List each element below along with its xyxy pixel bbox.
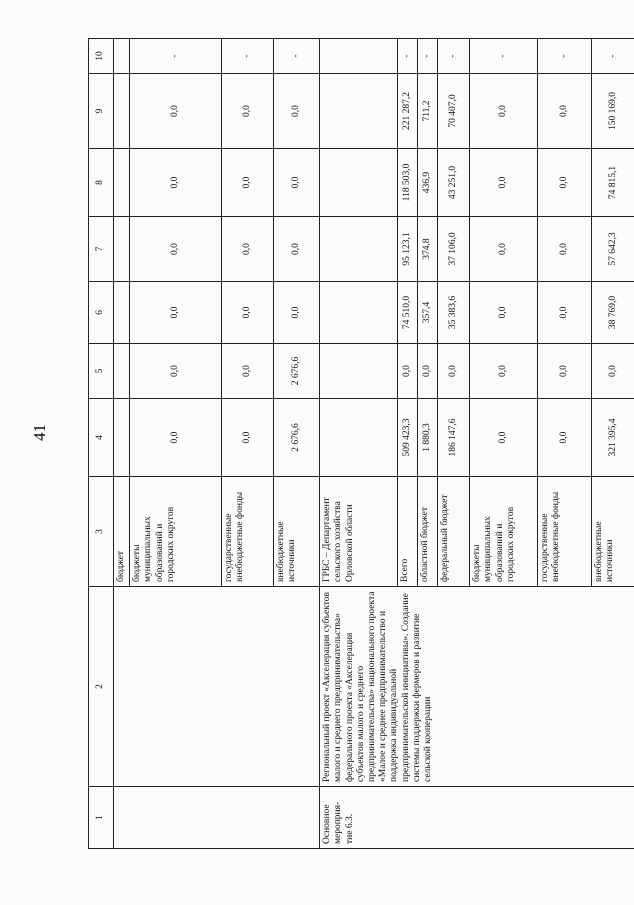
empty-cell — [320, 74, 398, 149]
activity-number-cell: Основное мероприя-тие 6.3. — [320, 787, 634, 849]
funding-source-cell: Всего — [398, 477, 418, 587]
value-cell: 0,0 — [222, 74, 274, 149]
empty-cell — [320, 39, 398, 74]
value-cell: 43 251,0 — [438, 149, 470, 217]
value-cell: 0,0 — [274, 282, 320, 344]
budget-table — [88, 38, 634, 849]
value-cell: 0,0 — [470, 149, 538, 217]
value-cell: 0,0 — [130, 149, 222, 217]
value-cell: 0,0 — [538, 217, 592, 282]
col1-cell — [114, 787, 320, 849]
value-cell: 0,0 — [274, 74, 320, 149]
header-cell: 9 — [89, 74, 114, 149]
empty-cell — [320, 282, 398, 344]
empty-cell — [320, 344, 398, 399]
value-cell: 95 123,1 — [398, 217, 418, 282]
value-cell: - — [470, 39, 538, 74]
value-cell: 0,0 — [222, 399, 274, 477]
value-cell: - — [438, 39, 470, 74]
value-cell: 0,0 — [130, 217, 222, 282]
value-cell: 0,0 — [222, 344, 274, 399]
value-cell: 37 106,0 — [438, 217, 470, 282]
value-cell: - — [538, 39, 592, 74]
value-cell: 1 880,3 — [418, 399, 438, 477]
value-cell — [114, 399, 130, 477]
funding-source-cell: государственные внебюджетные фонды — [538, 477, 592, 587]
value-cell: 0,0 — [130, 344, 222, 399]
value-cell: - — [274, 39, 320, 74]
value-cell: 0,0 — [538, 74, 592, 149]
value-cell: 35 383,6 — [438, 282, 470, 344]
activity-name-cell: Региональный проект «Акселерация субъектов малого и среднего предпринимательства» федерального проекта «Акселерация субъектов малого и среднего предпринимательства» национального проекта «Малое и среднее предпринимательство и поддержка индивидуальной предпринимательской инициативы». Создание системы поддержки фермеров и развитие сельской кооперации — [320, 587, 634, 787]
value-cell: 0,0 — [274, 217, 320, 282]
value-cell: 2 676,6 — [274, 344, 320, 399]
empty-cell — [320, 217, 398, 282]
funding-source-cell: федеральный бюджет — [438, 477, 470, 587]
value-cell: - — [418, 39, 438, 74]
page-number: 41 — [30, 424, 49, 441]
value-cell: 150 169,0 — [592, 74, 634, 149]
header-cell: 5 — [89, 344, 114, 399]
value-cell: - — [592, 39, 634, 74]
value-cell: 57 642,3 — [592, 217, 634, 282]
value-cell: - — [222, 39, 274, 74]
funding-source-cell: внебюджетные источники — [274, 477, 320, 587]
header-cell: 2 — [89, 587, 114, 787]
value-cell: 70 407,0 — [438, 74, 470, 149]
value-cell — [114, 344, 130, 399]
header-cell: 7 — [89, 217, 114, 282]
value-cell: 118 503,0 — [398, 149, 418, 217]
value-cell: 0,0 — [222, 282, 274, 344]
value-cell: 0,0 — [538, 149, 592, 217]
value-cell: 186 147,6 — [438, 399, 470, 477]
value-cell: 0,0 — [470, 74, 538, 149]
funding-source-cell: бюджет — [114, 477, 130, 587]
table-row — [114, 39, 130, 849]
header-row — [89, 39, 114, 849]
funding-source-cell: бюджеты муниципальных образований и городских округов — [130, 477, 222, 587]
value-cell: 509 423,3 — [398, 399, 418, 477]
value-cell: 0,0 — [130, 74, 222, 149]
empty-cell — [320, 399, 398, 477]
value-cell: 0,0 — [470, 344, 538, 399]
value-cell: 0,0 — [222, 217, 274, 282]
value-cell: 0,0 — [470, 282, 538, 344]
grbs-cell: ГРБС – Департамент сельского хозяйства Орловской области — [320, 477, 398, 587]
value-cell: 374,8 — [418, 217, 438, 282]
value-cell: 0,0 — [418, 344, 438, 399]
value-cell — [114, 74, 130, 149]
value-cell — [114, 217, 130, 282]
value-cell: 0,0 — [222, 149, 274, 217]
header-cell: 3 — [89, 477, 114, 587]
header-cell: 10 — [89, 39, 114, 74]
value-cell: 0,0 — [438, 344, 470, 399]
value-cell: 38 769,0 — [592, 282, 634, 344]
funding-source-cell: бюджеты муниципальных образований и городских округов — [470, 477, 538, 587]
value-cell: 2 676,6 — [274, 399, 320, 477]
header-cell: 6 — [89, 282, 114, 344]
value-cell: 0,0 — [470, 399, 538, 477]
value-cell: 0,0 — [130, 282, 222, 344]
header-cell: 8 — [89, 149, 114, 217]
funding-source-cell: областной бюджет — [418, 477, 438, 587]
value-cell — [114, 39, 130, 74]
value-cell: 0,0 — [592, 344, 634, 399]
value-cell: 436,9 — [418, 149, 438, 217]
value-cell — [114, 149, 130, 217]
value-cell: 357,4 — [418, 282, 438, 344]
value-cell — [114, 282, 130, 344]
value-cell: 711,2 — [418, 74, 438, 149]
value-cell: 0,0 — [274, 149, 320, 217]
funding-source-cell: внебюджетные источники — [592, 477, 634, 587]
value-cell: 0,0 — [538, 399, 592, 477]
value-cell: - — [398, 39, 418, 74]
value-cell: 321 395,4 — [592, 399, 634, 477]
value-cell: 0,0 — [470, 217, 538, 282]
col2-cell — [114, 587, 320, 787]
value-cell: 0,0 — [538, 344, 592, 399]
value-cell: 74 510,0 — [398, 282, 418, 344]
table-row — [320, 39, 398, 849]
value-cell: 0,0 — [398, 344, 418, 399]
value-cell: 221 287,2 — [398, 74, 418, 149]
header-cell: 1 — [89, 787, 114, 849]
rotated-table-container — [88, 39, 619, 849]
header-cell: 4 — [89, 399, 114, 477]
funding-source-cell: государственные внебюджетные фонды — [222, 477, 274, 587]
value-cell: 0,0 — [130, 399, 222, 477]
value-cell: 74 815,1 — [592, 149, 634, 217]
value-cell: - — [130, 39, 222, 74]
empty-cell — [320, 149, 398, 217]
value-cell: 0,0 — [538, 282, 592, 344]
